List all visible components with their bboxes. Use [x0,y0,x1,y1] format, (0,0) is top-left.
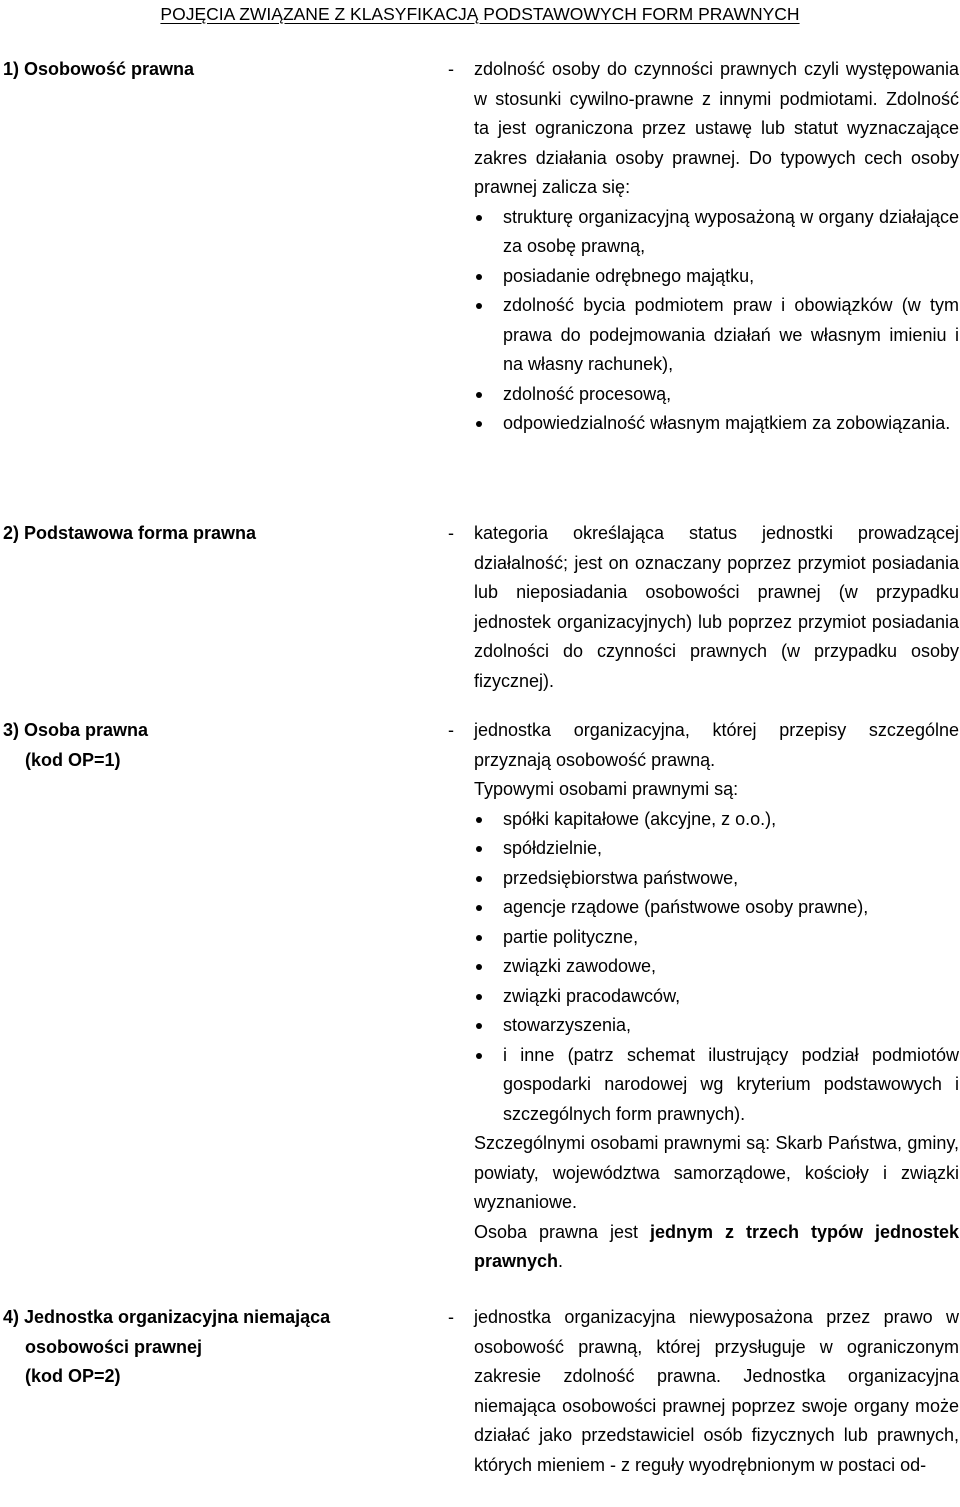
term: 3) Osoba prawna (kod OP=1) [3,720,149,770]
term: 1) Osobowość prawna [3,59,195,79]
term: 2) Podstawowa forma prawna [3,523,257,543]
term: 4) Jednostka organizacyjna niemająca osobowości prawnej (kod OP=2) [3,1307,331,1386]
page-title: POJĘCIA ZWIĄZANE Z KLASYFIKACJĄ PODSTAWOWYCH FORM PRAWNYCH [160,4,800,24]
bullet-list [474,805,959,1130]
definition [474,519,959,696]
dash: - [448,523,454,543]
definition-text: Osoba prawna jest jednym z trzech typów jednostek prawnych. [474,1221,959,1271]
definition-text: kategoria określająca status jednostki prowadzącej działalność; jest on oznaczany poprzez przymiot posiadania lub nieposiadania osobowości prawnej (w przypadku jednostek organizacyjnych) lub poprzez przymiot posiadania zdolności do czynności prawnych (w przypadku osoby fizycznej). [474,523,959,691]
definition-text: Szczególnymi osobami prawnymi są: Skarb Państwa, gminy, powiaty, województwa samorządowe, kościoły i związki wyznaniowe. [474,1133,959,1212]
dash: - [448,720,454,740]
bullet-list [474,203,959,439]
list-item: posiadanie odrębnego majątku, [474,262,959,292]
list-item: stowarzyszenia, [474,1011,959,1041]
definition-text: jednostka organizacyjna, której przepisy szczególne przyznają osobowość prawną. [474,720,959,770]
definition [474,716,959,1277]
list-item: spółdzielnie, [474,834,959,864]
list-item: zdolność procesową, [474,380,959,410]
list-item: i inne (patrz schemat ilustrujący podział podmiotów gospodarki narodowej wg kryterium podstawowych i szczególnych form prawnych). [474,1041,959,1130]
dash: - [448,1307,454,1327]
definition [474,1303,959,1480]
definition [474,55,959,439]
list-item: spółki kapitałowe (akcyjne, z o.o.), [474,805,959,835]
list-item: odpowiedzialność własnym majątkiem za zobowiązania. [474,409,959,439]
definition-text: zdolność osoby do czynności prawnych czyli występowania w stosunki cywilno-prawne z innymi podmiotami. Zdolność ta jest ograniczona przez ustawę lub statut wyznaczające zakres działania osoby prawnej. Do typowych cech osoby prawnej zalicza się: [474,59,959,197]
list-item: partie polityczne, [474,923,959,953]
list-item: strukturę organizacyjną wyposażoną w organy działające za osobę prawną, [474,203,959,262]
definition-text: Typowymi osobami prawnymi są: [474,779,739,799]
definition-text: jednostka organizacyjna niewyposażona przez prawo w osobowość prawną, której przysługuje w ograniczonym zakresie zdolność prawna. Jednostka organizacyjna niemająca osobowości prawnej poprzez swoje organy może działać jako przedstawiciel osób fizycznych lub prawnych, których mieniem - z reguły wyodrębnionym w postaci od- [474,1307,959,1475]
list-item: przedsiębiorstwa państwowe, [474,864,959,894]
dash: - [448,59,454,79]
list-item: związki pracodawców, [474,982,959,1012]
list-item: agencje rządowe (państwowe osoby prawne), [474,893,959,923]
list-item: związki zawodowe, [474,952,959,982]
list-item: zdolność bycia podmiotem praw i obowiązków (w tym prawa do podejmowania działań we własnym imieniu i na własny rachunek), [474,291,959,380]
